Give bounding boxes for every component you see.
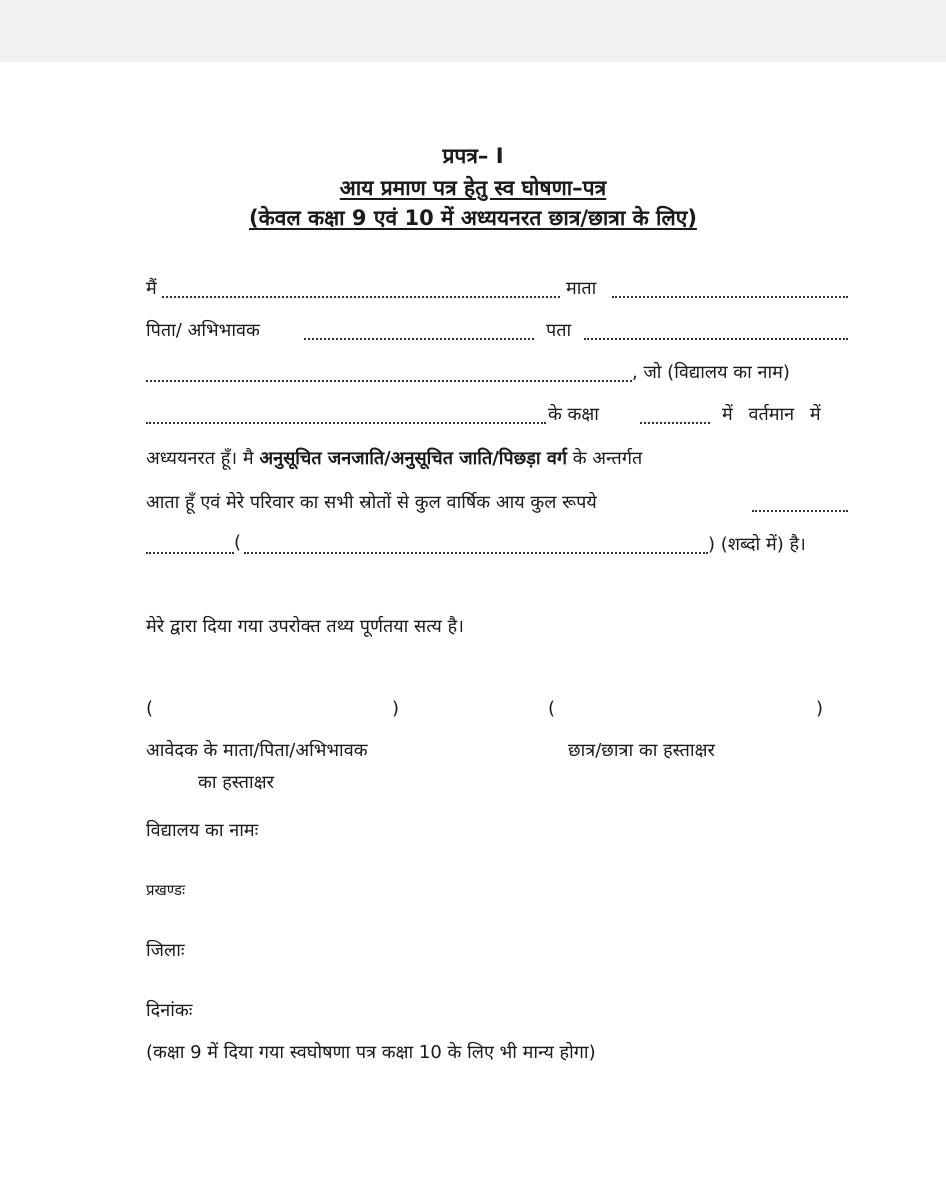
father-blank[interactable] [304,324,534,340]
district-field: जिलाः [146,940,185,961]
decl-line4-class: के कक्षा [548,404,599,425]
date-field: दिनांकः [146,1000,193,1021]
category-options: अनुसूचित जनजाति/अनुसूचित जाति/पिछड़ा वर्ग [259,448,567,469]
student-sign-close: ) [816,698,824,719]
guardian-sign-open: ( [146,698,154,719]
school-name-field: विद्यालय का नामः [146,820,259,841]
footnote: (कक्षा 9 में दिया गया स्वघोषणा पत्र कक्षा 10 के लिए भी मान्य होगा) [146,1042,596,1063]
income-amount-blank[interactable] [146,538,234,554]
form-title [0,174,946,202]
form-title-text: आय प्रमाण पत्र हेतु स्व घोषणा–पत्र [339,176,607,200]
income-blank[interactable] [752,496,848,512]
form-number: प्रपत्र– I [442,144,504,168]
form-subtitle [0,204,946,232]
decl-line5-end: के अन्तर्गत [572,448,643,469]
guardian-signature-label: आवेदक के माता/पिता/अभिभावक [146,740,368,761]
block-field: प्रखण्डः [146,881,185,899]
decl-line7-open: ( [234,532,242,553]
top-bar [0,0,946,62]
decl-line7-end: ) (शब्दो में) है। [708,534,806,555]
decl-line3-school: , जो (विद्यालय का नाम) [632,362,790,383]
decl-line5-start: अध्ययनरत हूँ। मै [146,448,254,469]
name-blank[interactable] [162,282,560,298]
affirmation-text: मेरे द्वारा दिया गया उपरोक्त तथ्य पूर्णतया सत्य है। [146,616,464,637]
decl-line2-father: पिता/ अभिभावक [146,320,260,341]
decl-line5 [146,446,642,470]
decl-line2-address: पता [546,320,572,341]
address-blank-2[interactable] [146,366,632,382]
form-page [0,62,946,1200]
decl-line6: आता हूँ एवं मेरे परिवार का सभी स्रोतों से कुल वार्षिक आय कुल रूपये [146,492,597,513]
decl-line1-mother: माता [566,278,597,299]
class-blank[interactable] [640,408,710,424]
school-blank[interactable] [146,408,546,424]
form-subtitle-text: (केवल कक्षा 9 एवं 10 में अध्ययनरत छात्र/छात्रा के लिए) [249,206,697,230]
decl-line1-start: मैं [146,278,157,299]
guardian-sign-close: ) [392,698,400,719]
address-blank[interactable] [584,324,848,340]
income-words-blank[interactable] [244,538,708,554]
student-sign-open: ( [548,698,556,719]
mother-blank[interactable] [612,282,848,298]
guardian-signature-label-2: का हस्ताक्षर [198,772,274,793]
decl-line4-end: में वर्तमान में [722,404,821,425]
student-signature-label: छात्र/छात्रा का हस्ताक्षर [568,740,715,761]
